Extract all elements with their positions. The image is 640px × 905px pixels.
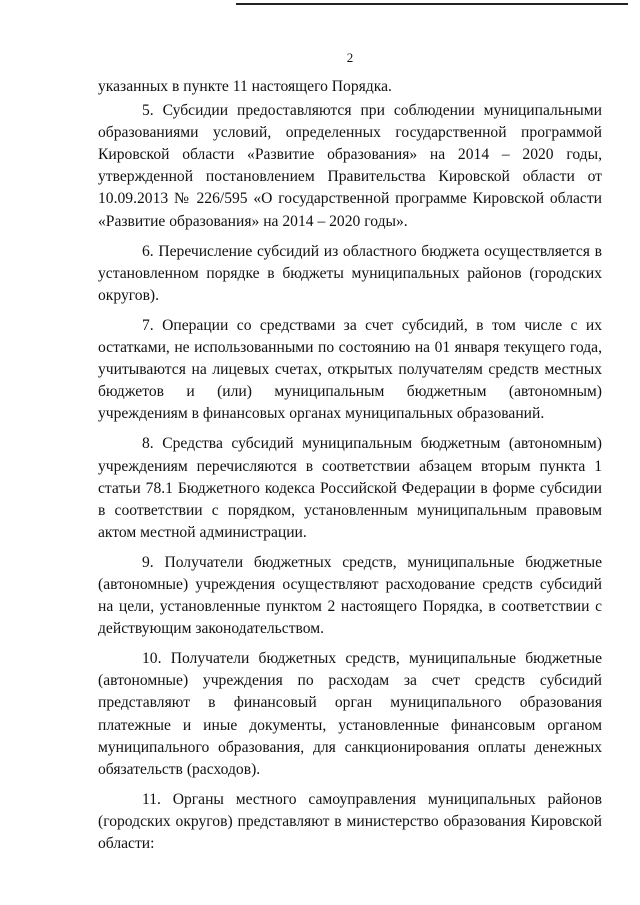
paragraph-continuation: указанных в пункте 11 настоящего Порядка. [98, 78, 392, 95]
paragraph-9: 9. Получатели бюджетных средств, муниципальные бюджетные (автономные) учреждения осуществляют расходование средств субсидий на цели, установленные пунктом 2 настоящего Порядка, в соответствии с действующим законодательством. [98, 553, 602, 638]
paragraph-10: 10. Получатели бюджетных средств, муниципальные бюджетные (автономные) учреждения по расходам за счет средств субсидий представляют в финансовый орган муниципального образования платежные и иные документы, установленные финансовым органом муниципального образования, для санкционирования оплаты денежных обязательств (расходов). [98, 650, 602, 778]
paragraph-6: 6. Перечисление субсидий из областного бюджета осуществляется в установленном порядке в бюджеты муниципальных районов (городских округов). [98, 242, 602, 304]
page-number: 2 [346, 50, 354, 65]
paragraph-11: 11. Органы местного самоуправления муниципальных районов (городских округов) представляют в министерство образования Кировской области: [98, 790, 602, 852]
document-body [98, 76, 602, 857]
paragraph-7: 7. Операции со средствами за счет субсидий, в том числе с их остатками, не использованными по состоянию на 01 января текущего года, учитываются на лицевых счетах, открытых получателям средств местных бюджетов и (или) муниципальным бюджетным (автономным) учреждениям в финансовых органах муниципальных образований. [98, 316, 602, 423]
paragraph-8: 8. Средства субсидий муниципальным бюджетным (автономным) учреждениям перечисляются в соответствии абзацем вторым пункта 1 статьи 78.1 Бюджетного кодекса Российской Федерации в форме субсидии в соответствии с порядком, установленным муниципальным правовым актом местной администрации. [98, 435, 602, 541]
paragraph-5: 5. Субсидии предоставляются при соблюдении муниципальными образованиями условий, определенных государственной программой Кировской области «Развитие образования» на 2014 – 2020 годы, утвержденной постановлением Правительства Кировской области от 10.09.2013 № 226/595 «О государственной программе Кировской области «Развитие образования» на 2014 – 2020 годы». [98, 102, 602, 230]
top-rule [236, 3, 628, 5]
